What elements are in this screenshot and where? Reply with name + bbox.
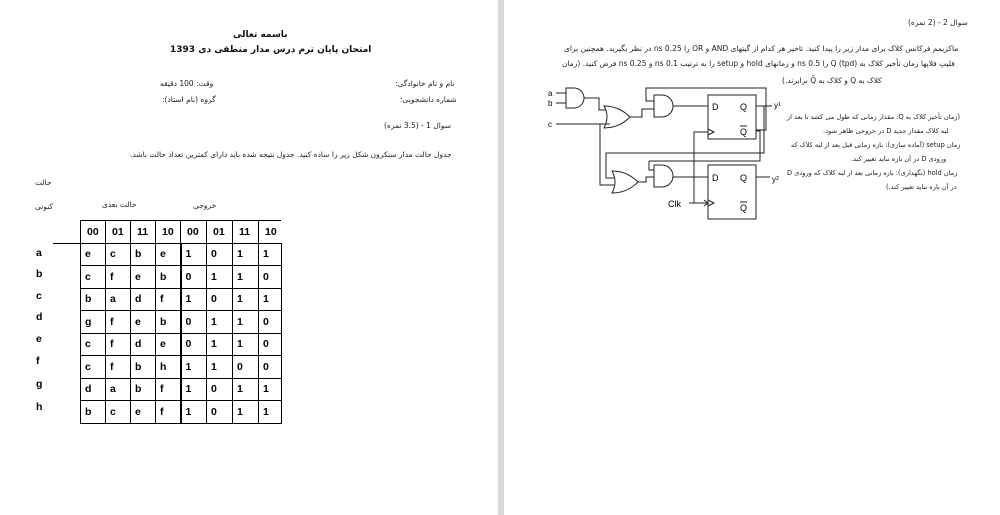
table-row [53, 243, 281, 266]
next-state-cell: f [156, 401, 181, 424]
question1-text: جدول حالت مدار سنکرون شکل زیر را ساده کنید. جدول نتیجه شده باید دارای کمترین تعداد حالت باشد. [130, 150, 452, 159]
header-out-11: 11 [233, 221, 259, 244]
output-cell: 1 [233, 243, 259, 266]
basmala: باسمه تعالی [233, 30, 288, 40]
next-state-cell: b [131, 243, 156, 266]
note-line-1: (زمان تأخیر کلاک به Q: مقدار زمانی که طول می کشد تا بعد از [787, 113, 961, 121]
next-state-cell: b [81, 401, 106, 424]
table-row [53, 378, 281, 401]
student-id-label: شماره دانشجویی: [400, 95, 457, 104]
header-next-10: 10 [156, 221, 181, 244]
next-state-cell: d [131, 333, 156, 356]
output-cell: 0 [207, 378, 233, 401]
next-state-cell: c [81, 333, 106, 356]
output-cell: 1 [233, 288, 259, 311]
next-state-cell: e [131, 311, 156, 334]
header-out-01: 01 [207, 221, 233, 244]
output-cell: 1 [233, 266, 259, 289]
table-row [53, 356, 281, 379]
output-cell: 0 [181, 333, 207, 356]
output-cell: 1 [259, 401, 282, 424]
next-state-cell: e [156, 243, 181, 266]
next-state-cell: d [81, 378, 106, 401]
name-label: نام و نام خانوادگی: [395, 79, 455, 88]
output-cell: 1 [233, 333, 259, 356]
clk-label: Clk [668, 199, 681, 209]
output-cell: 0 [233, 356, 259, 379]
output-cell: 1 [233, 401, 259, 424]
output-cell: 0 [259, 356, 282, 379]
next-state-cell: d [131, 288, 156, 311]
output-cell: 1 [181, 401, 207, 424]
output-y2-sub: 2 [776, 176, 780, 182]
header-next-00: 00 [81, 221, 106, 244]
output-cell: 0 [259, 333, 282, 356]
next-state-cell: f [106, 356, 131, 379]
row-spacer [53, 378, 81, 401]
next-state-cell: c [81, 356, 106, 379]
or-gate-2 [612, 171, 638, 193]
state-label-e: e [36, 333, 42, 345]
header-blank [53, 221, 81, 244]
note-line-5: زمان hold (نگهداری): بازه زمانی بعد از لبه کلاک که ورودی D [787, 169, 958, 177]
group-label: گروه (نام استاد): [162, 95, 216, 104]
question1-label: سوال 1 - (3.5 نمره) [384, 121, 452, 130]
row-spacer [53, 311, 81, 334]
table-row [53, 288, 281, 311]
question2-line-3: کلاک به Q و کلاک به Q̄ برابرند.) [782, 76, 882, 85]
note-line-4: ورودی D در آن بازه نباید تغییر کند. [851, 155, 947, 163]
output-cell: 0 [207, 401, 233, 424]
next-state-cell: g [81, 311, 106, 334]
output-cell: 1 [233, 311, 259, 334]
input-b-label: b [548, 99, 553, 108]
output-y1-sub: 1 [778, 102, 782, 108]
current-state-label: کنونی [35, 202, 54, 211]
state-label-f: f [36, 355, 40, 367]
next-state-cell: c [106, 401, 131, 424]
output-cell: 1 [259, 243, 282, 266]
output-cell: 0 [259, 266, 282, 289]
state-label-d: d [36, 311, 43, 323]
next-state-cell: f [106, 266, 131, 289]
row-spacer [53, 356, 81, 379]
next-state-cell: c [81, 266, 106, 289]
output-cell: 0 [181, 266, 207, 289]
next-state-cell: b [156, 311, 181, 334]
output-cell: 0 [207, 243, 233, 266]
ff1-d-label: D [712, 102, 719, 112]
header-out-10: 10 [259, 221, 282, 244]
output-y2-label [772, 175, 779, 184]
output-cell: 1 [259, 378, 282, 401]
header-next-01: 01 [106, 221, 131, 244]
table-row [53, 333, 281, 356]
exam-page-1 [0, 0, 498, 515]
next-state-cell: f [106, 311, 131, 334]
question2-line-2: فلیپ فلاپها زمان تأخیر کلاک به Q (tpd) را 0.5 ns و زمانهای hold و setup را به ترتیب 0.1 ns و 0.25 ns فرض کنید. (زمان [562, 59, 955, 68]
output-y2-letter: y [772, 175, 776, 184]
circuit-diagram [544, 85, 814, 225]
ff1-q-label: Q [740, 102, 748, 112]
output-cell: 1 [207, 333, 233, 356]
next-state-cell: a [106, 378, 131, 401]
next-state-cell: b [81, 288, 106, 311]
next-state-cell: e [156, 333, 181, 356]
input-a-label: a [548, 89, 553, 98]
and-gate-1 [556, 88, 584, 108]
output-cell: 1 [259, 288, 282, 311]
output-y1-letter: y [774, 101, 778, 110]
output-cell: 1 [181, 288, 207, 311]
output-cell: 0 [207, 288, 233, 311]
note-line-3: زمان setup (آماده سازی): بازه زمانی قبل بعد از لبه کلاک که [791, 141, 961, 149]
row-spacer [53, 266, 81, 289]
output-cell: 1 [207, 266, 233, 289]
state-label-b: b [36, 268, 43, 280]
output-cell: 1 [181, 378, 207, 401]
ff2-q-label: Q [740, 173, 748, 183]
exam-page-2 [504, 0, 1000, 515]
state-label-c: c [36, 290, 42, 302]
next-state-cell: e [81, 243, 106, 266]
state-label-h: h [36, 401, 43, 413]
next-state-cell: h [156, 356, 181, 379]
output-cell: 0 [181, 311, 207, 334]
note-line-6: در آن بازه نباید تغییر کند.) [886, 183, 957, 191]
next-state-cell: a [106, 288, 131, 311]
next-state-cell: f [106, 333, 131, 356]
row-spacer [53, 401, 81, 424]
or-gate-1 [604, 106, 630, 128]
time-label: وقت: 100 دقیقه [160, 79, 214, 88]
input-c-label: c [548, 120, 552, 129]
output-cell: 1 [207, 311, 233, 334]
next-state-cell: b [156, 266, 181, 289]
next-state-cell: e [131, 401, 156, 424]
output-cell: 1 [233, 378, 259, 401]
table-row [53, 401, 281, 424]
question2-label: سوال 2 - (2 نمره) [908, 18, 968, 27]
flip-flop-2 [708, 165, 756, 219]
next-state-cell: e [131, 266, 156, 289]
table-row [53, 266, 281, 289]
output-y1-label [774, 101, 781, 110]
output-cell: 1 [207, 356, 233, 379]
next-state-cell: c [106, 243, 131, 266]
output-cell: 1 [181, 243, 207, 266]
ff2-qbar-label: Q [740, 203, 748, 213]
row-spacer [53, 243, 81, 266]
output-label: خروجی [193, 201, 217, 210]
next-state-cell: f [156, 288, 181, 311]
exam-title: امتحان پایان ترم درس مدار منطقی دی 1393 [170, 45, 372, 55]
question2-line-1: ماکزیمم فرکانس کلاک برای مدار زیر را پیدا کنید. تاخیر هر کدام از گیتهای AND و OR را 0.25 ns در نظر بگیرید. همچنین برای [564, 44, 959, 53]
ff1-qbar-label: Q [740, 127, 748, 137]
next-state-cell: f [156, 378, 181, 401]
state-label-g: g [36, 378, 43, 390]
ff2-d-label: D [712, 173, 719, 183]
next-state-cell: b [131, 356, 156, 379]
header-next-11: 11 [131, 221, 156, 244]
note-line-2: لبه کلاک مقدار جدید D در خروجی ظاهر شود. [823, 127, 949, 135]
table-row [53, 311, 281, 334]
header-out-00: 00 [181, 221, 207, 244]
table-header-row [53, 221, 281, 244]
output-cell: 1 [181, 356, 207, 379]
next-state-label: حالت بعدی [102, 200, 137, 209]
output-cell: 0 [259, 311, 282, 334]
state-heading: حالت [35, 178, 52, 187]
state-table [53, 220, 282, 424]
row-spacer [53, 288, 81, 311]
next-state-cell: b [131, 378, 156, 401]
and-gate-3 [654, 165, 673, 187]
row-spacer [53, 333, 81, 356]
flip-flop-1 [708, 95, 756, 139]
and-gate-2 [654, 95, 673, 117]
state-label-a: a [36, 247, 42, 259]
